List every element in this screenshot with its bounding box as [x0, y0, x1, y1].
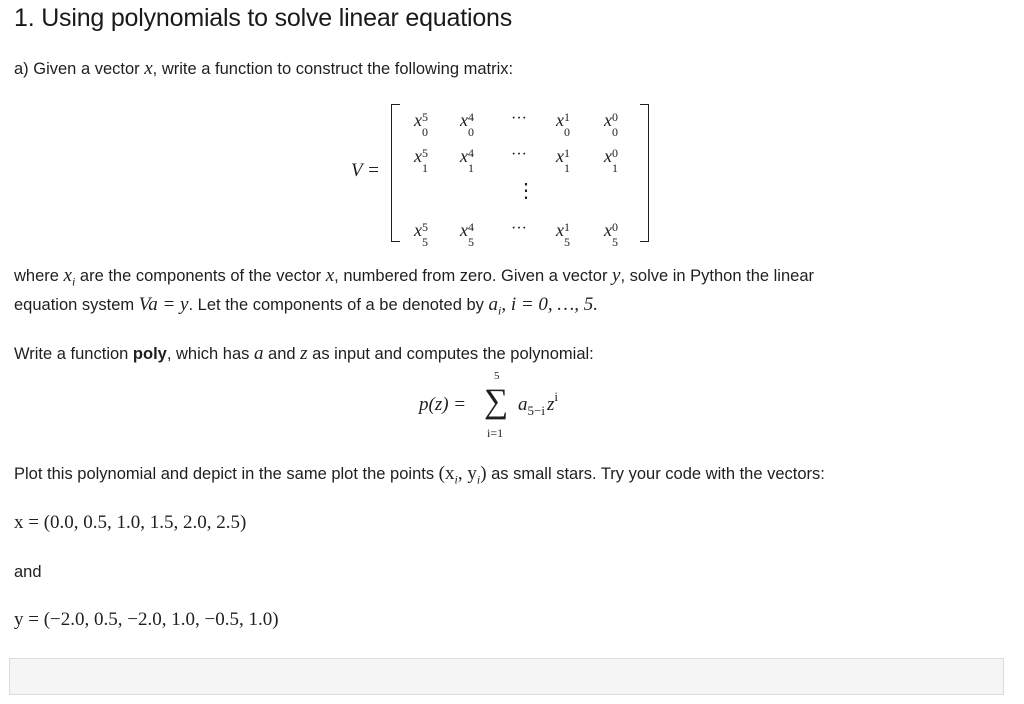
where-line-2: equation system Va = y. Let the components of a be denoted by $a_i$, i = 0, …, 5.: [14, 294, 599, 318]
intro-post: , write a function to construct the following matrix:: [152, 60, 514, 78]
vector-x: x = (0.0, 0.5, 1.0, 1.5, 2.0, 2.5): [14, 512, 247, 533]
matrix-hdots: ···: [511, 146, 527, 163]
matrix-cell: x 1 0: [556, 110, 570, 139]
where-line-1: where $x_i$ are the components of the vector x, numbered from zero. Given a vector y, solve in Python the linear: [14, 265, 814, 289]
vector-y: y = (−2.0, 0.5, −2.0, 1.0, −0.5, 1.0): [14, 609, 279, 630]
poly-instruction: Write a function poly, which has a and z as input and computes the polynomial:: [14, 343, 594, 364]
intro-pre: a) Given a vector: [14, 60, 145, 78]
sum-lower: i=1: [487, 426, 504, 440]
matrix-vdots: ⋮: [516, 180, 536, 202]
formula-lhs: p(z) =: [419, 394, 467, 415]
sum-upper: 5: [494, 370, 500, 382]
intro-var: x: [144, 58, 153, 79]
matrix-cell: x 0 1: [604, 146, 618, 175]
matrix-cell: x 5 5: [414, 220, 428, 249]
matrix-hdots: ···: [511, 110, 527, 127]
answer-input-area[interactable]: [9, 658, 1004, 695]
matrix-cell: x 1 1: [556, 146, 570, 175]
vandermonde-matrix: [0, 100, 1024, 250]
matrix-cell: x 4 0: [460, 110, 474, 139]
matrix-cell: x 5 0: [414, 110, 428, 139]
matrix-left-bracket: [391, 104, 400, 242]
function-name: poly: [132, 345, 167, 363]
sigma: ∑: [484, 383, 509, 420]
matrix-hdots: ···: [511, 220, 527, 237]
part-a-intro: [14, 58, 513, 80]
formula-term: $a_{5-i}$ $z^i$: [518, 388, 558, 418]
matrix-cell: x 4 5: [460, 220, 474, 249]
plot-instruction: Plot this polynomial and depict in the same plot the points ($x_i$, $y_i$) as small stars. Try your code with the vectors:: [14, 463, 825, 487]
matrix-cell: x 0 5: [604, 220, 618, 249]
matrix-cell: x 1 5: [556, 220, 570, 249]
matrix-right-bracket: [640, 104, 649, 242]
matrix-cell: x 0 0: [604, 110, 618, 139]
page-title: 1. Using polynomials to solve linear equations: [14, 4, 513, 32]
matrix-cell: x 4 1: [460, 146, 474, 175]
polynomial-formula: [0, 368, 1024, 444]
matrix-cell: x 5 1: [414, 146, 428, 175]
matrix-lhs: V =: [351, 160, 380, 181]
and-text: and: [14, 563, 42, 581]
